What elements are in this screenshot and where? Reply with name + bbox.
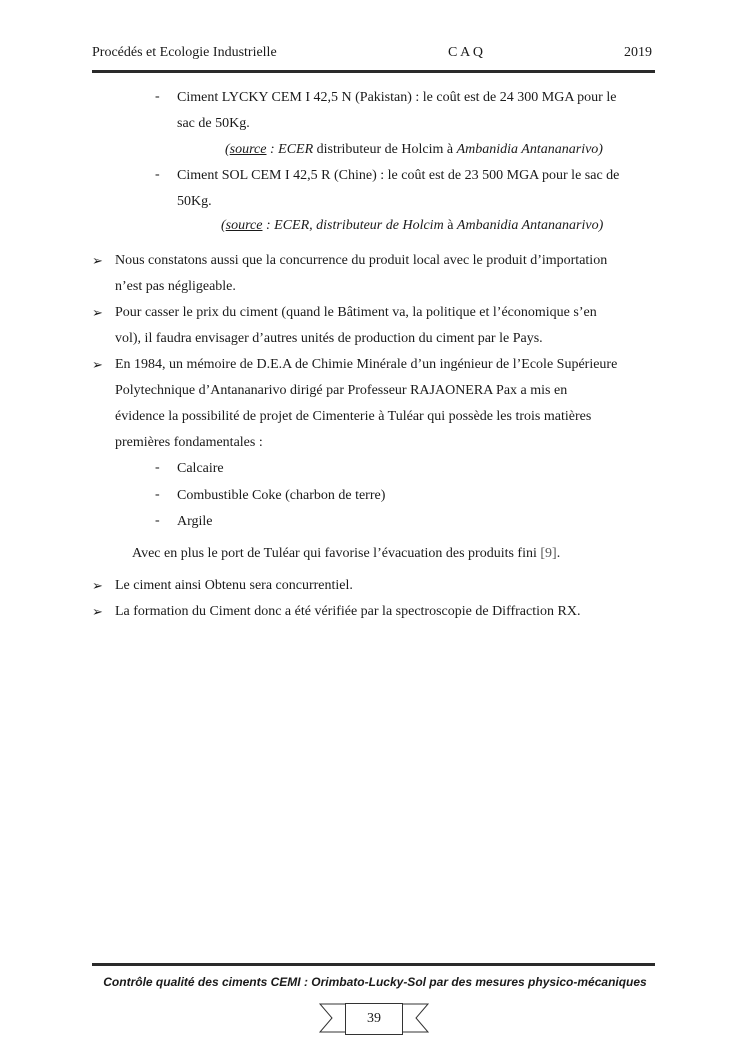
material-item: Calcaire — [177, 461, 224, 476]
header-year: 2019 — [624, 45, 652, 60]
bullet3-line2: Polytechnique d’Antananarivo dirigé par Professeur RAJAONERA Pax a mis en — [115, 383, 568, 398]
bullet3-line1: En 1984, un mémoire de D.E.A de Chimie Minérale d’un ingénieur de l’Ecole Supérieure — [115, 357, 618, 372]
bullet2-line2: vol), il faudra envisager d’autres unités de production du ciment par le Pays. — [115, 331, 543, 346]
bullet3-line3: évidence la possibilité de projet de Cimenterie à Tuléar qui possède les trois matières — [115, 409, 592, 424]
source-word: source — [225, 218, 263, 233]
dash-marker: - — [155, 89, 160, 104]
bullet1-line1: Nous constatons aussi que la concurrence du produit local avec le produit d’importation — [115, 253, 608, 268]
header-left: Procédés et Ecologie Industrielle — [92, 45, 277, 60]
header-rule — [92, 70, 655, 73]
arrow-bullet-icon: ➢ — [92, 305, 103, 320]
dash-marker: - — [155, 487, 160, 502]
header-center: C A Q — [448, 45, 484, 60]
bullet2-line1: Pour casser le prix du ciment (quand le Bâtiment va, la politique et l’économique s’en — [115, 305, 597, 320]
footer-rule — [92, 963, 655, 966]
footer-title: Contrôle qualité des ciments CEMI : Orimbato-Lucky-Sol par des mesures physico-mécaniques — [103, 975, 647, 989]
dash-marker: - — [155, 460, 160, 475]
material-item: Argile — [177, 514, 213, 529]
source-note-2: (source : ECER, distributeur de Holcim à Ambanidia Antananarivo) — [221, 218, 604, 233]
arrow-bullet-icon: ➢ — [92, 578, 103, 593]
dash-marker: - — [155, 513, 160, 528]
material-item: Combustible Coke (charbon de terre) — [177, 488, 386, 503]
port-paragraph: Avec en plus le port de Tuléar qui favorise l’évacuation des produits fini [9]. — [132, 546, 561, 561]
cement2-line1: Ciment SOL CEM I 42,5 R (Chine) : le coût est de 23 500 MGA pour le sac de — [177, 168, 620, 183]
dash-marker: - — [155, 167, 160, 182]
cement1-line1: Ciment LYCKY CEM I 42,5 N (Pakistan) : le coût est de 24 300 MGA pour le — [177, 90, 617, 105]
source-note-1: (source : ECER distributeur de Holcim à Ambanidia Antananarivo) — [225, 142, 603, 157]
page-number: 39 — [345, 1003, 403, 1035]
cement2-line2: 50Kg. — [177, 194, 212, 209]
bullet1-line2: n’est pas négligeable. — [115, 279, 236, 294]
bullet5-text: La formation du Ciment donc a été vérifiée par la spectroscopie de Diffraction RX. — [115, 604, 581, 619]
arrow-bullet-icon: ➢ — [92, 604, 103, 619]
arrow-bullet-icon: ➢ — [92, 357, 103, 372]
bullet3-line4: premières fondamentales : — [115, 435, 263, 450]
citation-link[interactable]: [9] — [540, 546, 557, 561]
bullet4-text: Le ciment ainsi Obtenu sera concurrentiel. — [115, 578, 353, 593]
source-word: source — [229, 142, 267, 157]
cement1-line2: sac de 50Kg. — [177, 116, 250, 131]
arrow-bullet-icon: ➢ — [92, 253, 103, 268]
